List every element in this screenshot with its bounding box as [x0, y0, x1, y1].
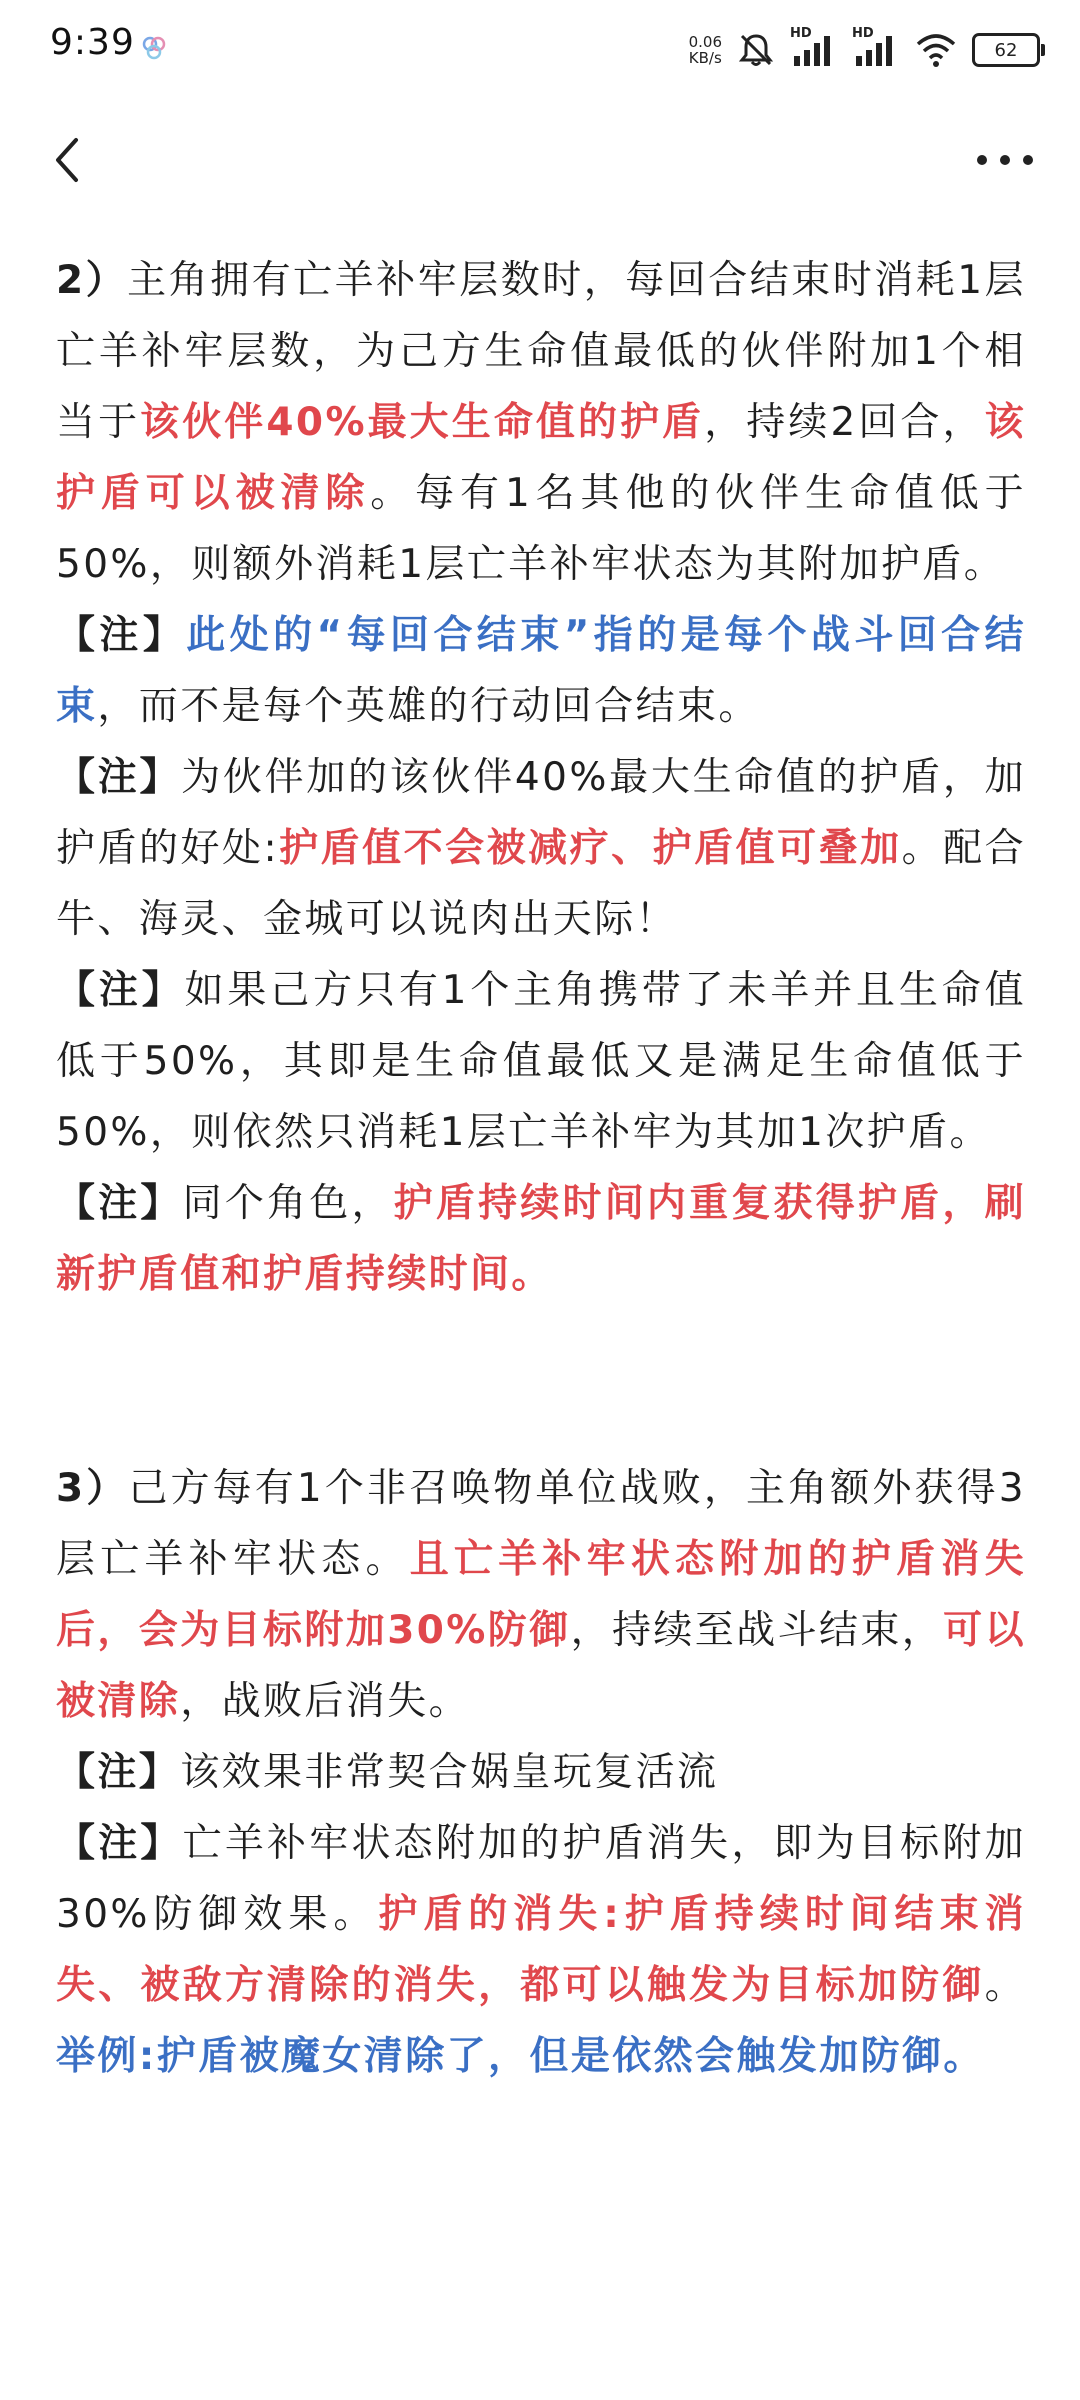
- text-run: ，持续2回合，: [704, 400, 985, 445]
- text-run: ，战败后消失。: [180, 1679, 471, 1724]
- text-run: 亡羊补牢状态附加的护盾消失，即为目标附加30%防御效果。: [56, 1821, 1026, 1937]
- status-time: 9:39: [50, 22, 135, 63]
- notification-app-icon: [140, 34, 168, 62]
- speed-unit: KB/s: [688, 49, 722, 67]
- note-label: 【注】: [56, 968, 185, 1013]
- text-run: 。每有1名其他的伙伴生命值低于50%，则额外消耗1层亡羊补牢状态为其附加护盾。: [56, 471, 1026, 587]
- hd-label: HD: [852, 26, 874, 41]
- note-label: 【注】: [56, 755, 182, 800]
- paragraph: [56, 742, 1026, 955]
- signal-hd-icon: [852, 26, 900, 70]
- nav-bar: [0, 110, 1080, 210]
- section-gap: [56, 1310, 1026, 1453]
- highlight-blue: 此处的“每回合结束”指的是每个战斗回合结束: [56, 613, 1027, 729]
- text-run: ，而不是每个英雄的行动回合结束。: [97, 684, 760, 729]
- note-label: 【注】: [56, 1181, 183, 1226]
- section: [56, 1453, 1026, 2092]
- speed-value: 0.06: [688, 33, 722, 51]
- text-run: 。: [984, 1963, 1026, 2008]
- status-icons: [689, 26, 1040, 74]
- paragraph: [56, 245, 1026, 600]
- note-label: 3）: [56, 1466, 129, 1511]
- text-run: 主角拥有亡羊补牢层数时，每回合结束时消耗1层亡羊补牢层数，为己方生命值最低的伙伴附加1个相当于: [56, 258, 1026, 445]
- text-run: 己方每有1个非召唤物单位战败，主角额外获得3层亡羊补牢状态。: [56, 1466, 1026, 1582]
- paragraph: [56, 1737, 1026, 1808]
- note-label: 2）: [56, 258, 128, 303]
- highlight-red: 护盾的消失:护盾持续时间结束消失、被敌方清除的消失，都可以触发为目标加防御: [56, 1892, 1026, 2008]
- text-run: 为伙伴加的该伙伴40%最大生命值的护盾，加护盾的好处:: [56, 755, 1027, 871]
- text-run: 同个角色，: [182, 1181, 394, 1226]
- note-label: 【注】: [56, 1750, 181, 1795]
- paragraph: [56, 955, 1026, 1168]
- note-label: 【注】: [56, 613, 187, 658]
- paragraph: [56, 1808, 1026, 2092]
- wifi-icon: [914, 30, 958, 70]
- highlight-red: 且亡羊补牢状态附加的护盾消失后，会为目标附加30%防御: [56, 1537, 1026, 1653]
- status-bar: [0, 0, 1080, 100]
- highlight-red: 护盾持续时间内重复获得护盾，刷新护盾值和护盾持续时间。: [56, 1181, 1026, 1297]
- note-label: 【注】: [56, 1821, 183, 1866]
- text-run: 。配合牛、海灵、金城可以说肉出天际！: [56, 826, 1026, 942]
- network-speed: [689, 34, 722, 66]
- text-run: 如果己方只有1个主角携带了未羊并且生命值低于50%，其即是生命值最低又是满足生命值低于50%，则依然只消耗1层亡羊补牢为其加1次护盾。: [56, 968, 1026, 1155]
- article-content: [56, 245, 1026, 2092]
- highlight-blue: 举例:护盾被魔女清除了，但是依然会触发加防御。: [56, 2034, 985, 2079]
- highlight-red: 可以被清除: [56, 1608, 1026, 1724]
- section: [56, 245, 1026, 1310]
- paragraph: [56, 1168, 1026, 1310]
- battery-level: 62: [994, 39, 1018, 61]
- text-run: 该效果非常契合娲皇玩复活流: [180, 1750, 719, 1795]
- highlight-red: 该伙伴40%最大生命值的护盾: [140, 400, 705, 445]
- hd-label: HD: [790, 26, 812, 41]
- text-run: ，持续至战斗结束，: [570, 1608, 944, 1653]
- mute-icon: [736, 30, 776, 70]
- paragraph: [56, 600, 1026, 742]
- paragraph: [56, 1453, 1026, 1737]
- highlight-red: 护盾值不会被减疗、护盾值可叠加: [279, 826, 902, 871]
- more-dots-icon[interactable]: [970, 130, 1040, 190]
- highlight-red: 该护盾可以被清除: [56, 400, 1026, 516]
- back-arrow-icon[interactable]: [40, 130, 100, 190]
- signal-hd-icon: [790, 26, 838, 70]
- battery-indicator: [972, 33, 1040, 67]
